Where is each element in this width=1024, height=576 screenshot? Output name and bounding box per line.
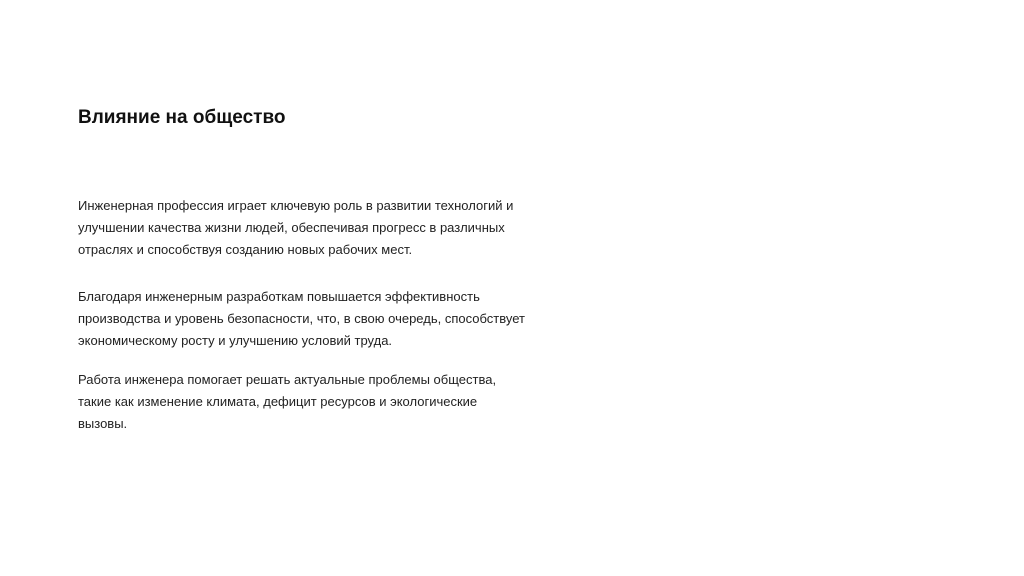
paragraph-engineering-role <box>78 195 513 261</box>
paragraph-line: вызовы. <box>78 416 128 431</box>
paragraph-line: Инженерная профессия играет ключевую роль в развитии технологий и <box>78 198 514 213</box>
paragraph-efficiency <box>78 286 525 352</box>
slide-title: Влияние на общество <box>78 107 286 128</box>
paragraph-line: улучшении качества жизни людей, обеспечивая прогресс в различных <box>78 220 505 235</box>
paragraph-line: такие как изменение климата, дефицит ресурсов и экологические <box>78 394 478 409</box>
paragraph-line: Работа инженера помогает решать актуальные проблемы общества, <box>78 372 497 387</box>
paragraph-line: экономическому росту и улучшению условий труда. <box>78 333 393 348</box>
paragraph-line: Благодаря инженерным разработкам повышается эффективность <box>78 289 480 304</box>
paragraph-line: отраслях и способствуя созданию новых рабочих мест. <box>78 242 413 257</box>
paragraph-social-problems <box>78 369 496 435</box>
paragraph-line: производства и уровень безопасности, что, в свою очередь, способствует <box>78 311 525 326</box>
